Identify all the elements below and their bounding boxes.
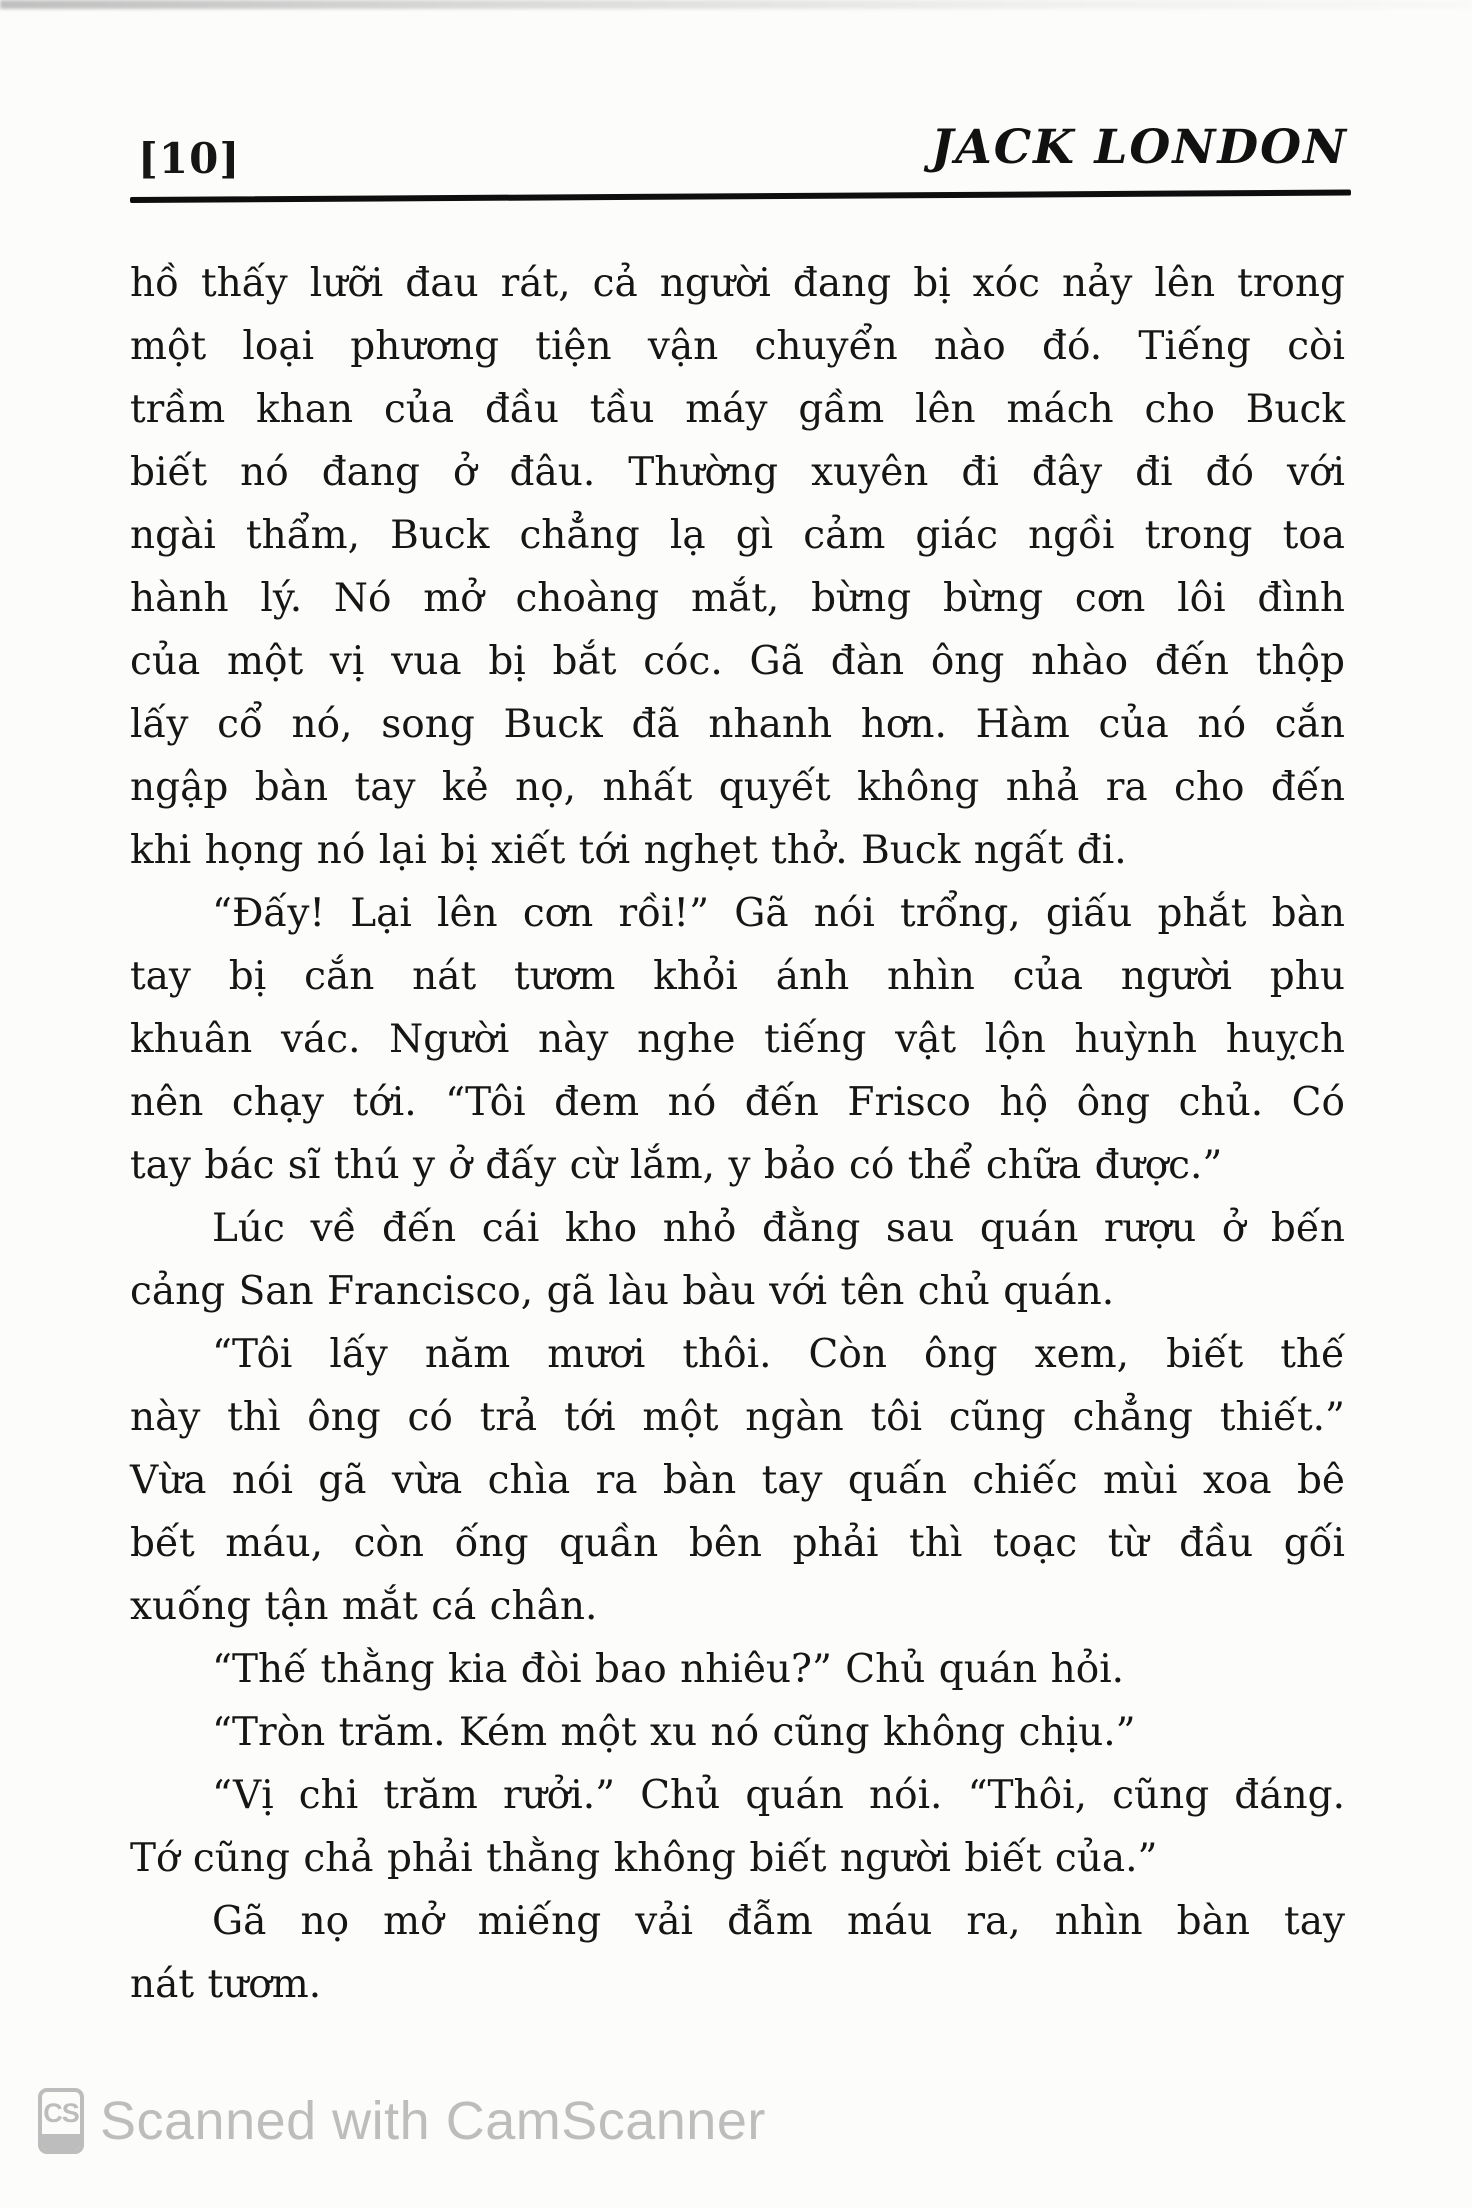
text-line: bết máu, còn ống quần bên phải thì toạc từ đầu gối [130, 1521, 1345, 1566]
text-line: tay bị cắn nát tươm khỏi ánh nhìn của người phu [130, 954, 1345, 999]
text-line: lấy cổ nó, song Buck đã nhanh hơn. Hàm của nó cắn [130, 702, 1345, 747]
text-line: nát tươm. [130, 1962, 322, 2007]
text-line: nên chạy tới. “Tôi đem nó đến Frisco hộ ông chủ. Có [130, 1080, 1345, 1125]
text-line: cảng San Francisco, gã làu bàu với tên chủ quán. [130, 1269, 1115, 1314]
text-line: của một vị vua bị bắt cóc. Gã đàn ông nhào đến thộp [130, 639, 1345, 684]
text-line: Tớ cũng chả phải thằng không biết người biết của.” [130, 1836, 1158, 1881]
running-header-author: JACK LONDON [931, 120, 1348, 175]
page-header [130, 120, 1348, 190]
body-text [130, 252, 1345, 2016]
text-line: một loại phương tiện vận chuyển nào đó. Tiếng còi [130, 324, 1345, 369]
cs-logo-text: CS [43, 2097, 79, 2128]
watermark-text: Scanned with CamScanner [100, 2091, 766, 2151]
text-line: hồ thấy lưỡi đau rát, cả người đang bị xóc nảy lên trong [130, 261, 1345, 306]
text-line: “Tôi lấy năm mươi thôi. Còn ông xem, biết thế [212, 1332, 1345, 1377]
text-line: “Đấy! Lại lên cơn rồi!” Gã nói trổng, giấu phắt bàn [212, 891, 1345, 936]
text-line: khuân vác. Người này nghe tiếng vật lộn huỳnh huỵch [130, 1017, 1345, 1062]
page-number: [10] [138, 134, 241, 183]
camscanner-footer [38, 2086, 766, 2156]
text-line: “Tròn trăm. Kém một xu nó cũng không chịu.” [212, 1710, 1136, 1755]
scan-edge-artifact [0, 0, 1472, 9]
camscanner-logo-icon [38, 2088, 84, 2154]
text-line: tay bác sĩ thú y ở đấy cừ lắm, y bảo có thể chữa được.” [130, 1143, 1223, 1188]
cs-logo-band [42, 2134, 80, 2150]
text-line: Gã nọ mở miếng vải đẫm máu ra, nhìn bàn tay [212, 1899, 1345, 1944]
text-line: ngài thẩm, Buck chẳng lạ gì cảm giác ngồi trong toa [130, 513, 1345, 558]
text-line: Lúc về đến cái kho nhỏ đằng sau quán rượu ở bến [212, 1206, 1345, 1251]
text-line: ngập bàn tay kẻ nọ, nhất quyết không nhả ra cho đến [130, 765, 1345, 810]
text-line: “Vị chi trăm rưởi.” Chủ quán nói. “Thôi, cũng đáng. [212, 1773, 1345, 1818]
text-line: biết nó đang ở đâu. Thường xuyên đi đây đi đó với [130, 450, 1345, 495]
text-line: khi họng nó lại bị xiết tới nghẹt thở. Buck ngất đi. [130, 828, 1127, 873]
header-rule [130, 190, 1351, 203]
text-line: Vừa nói gã vừa chìa ra bàn tay quấn chiếc mùi xoa bê [130, 1458, 1345, 1503]
text-line: “Thế thằng kia đòi bao nhiêu?” Chủ quán hỏi. [212, 1647, 1125, 1692]
text-line: trầm khan của đầu tầu máy gầm lên mách cho Buck [130, 387, 1345, 432]
text-line: hành lý. Nó mở choàng mắt, bừng bừng cơn lôi đình [130, 576, 1345, 621]
text-line: xuống tận mắt cá chân. [130, 1584, 598, 1629]
text-line: này thì ông có trả tới một ngàn tôi cũng chẳng thiết.” [130, 1395, 1345, 1440]
